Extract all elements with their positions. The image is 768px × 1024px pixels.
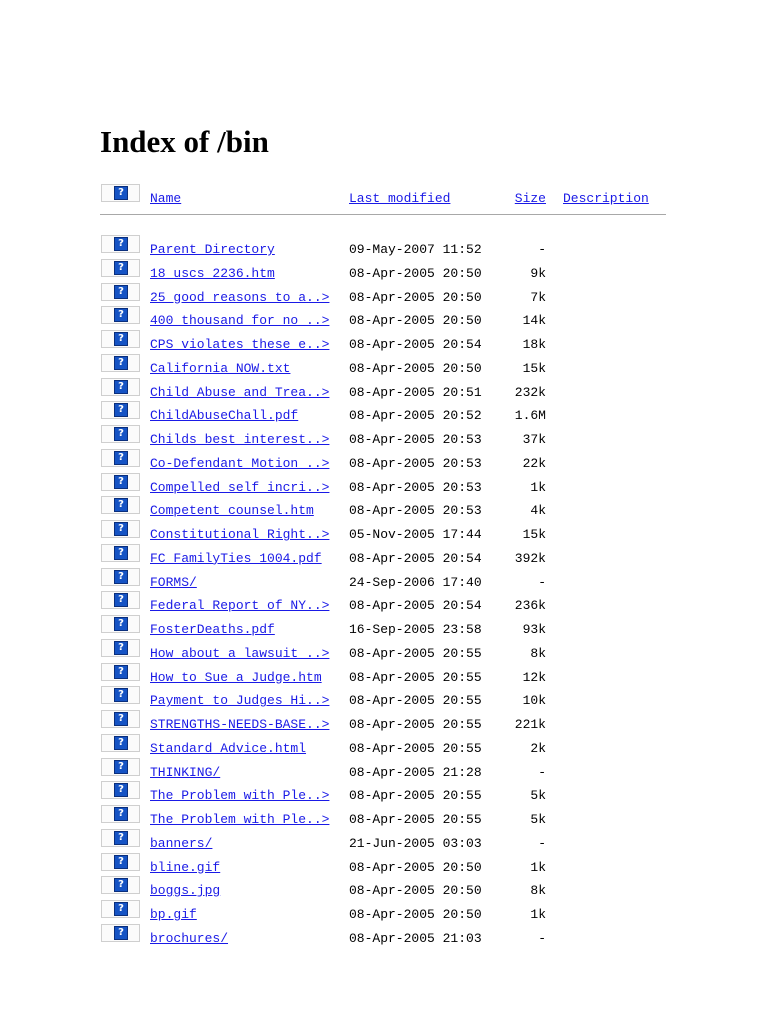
table-row (100, 591, 668, 615)
file-link[interactable]: The_Problem_with_Ple..> (150, 812, 330, 827)
unknown-file-icon: ? (114, 878, 128, 892)
last-modified-value: 08-Apr-2005 20:55 (349, 812, 482, 827)
unknown-file-icon: ? (114, 665, 128, 679)
file-link[interactable]: brochures/ (150, 930, 229, 946)
table-row (100, 805, 668, 829)
file-icon-box (101, 924, 140, 942)
file-icon-box (101, 876, 140, 894)
last-modified-value: 08-Apr-2005 20:55 (349, 669, 482, 685)
file-icon-box (101, 615, 140, 633)
last-modified-value: 08-Apr-2005 20:55 (349, 693, 482, 709)
file-list (100, 235, 668, 948)
table-row (100, 283, 668, 307)
table-row (100, 615, 668, 639)
unknown-file-icon: ? (114, 451, 128, 465)
file-icon-box (101, 900, 140, 918)
sort-by-name-link[interactable]: Name (150, 191, 182, 206)
unknown-file-icon: ? (114, 522, 128, 536)
size-value: 9k (530, 265, 546, 281)
table-row (100, 686, 668, 710)
table-row (100, 876, 668, 900)
file-link[interactable]: Co-Defendant Motion ..> (150, 455, 330, 471)
size-value: - (538, 242, 546, 257)
file-icon-box (101, 496, 140, 514)
size-value: 14k (522, 313, 546, 329)
unknown-file-icon: ? (114, 760, 128, 774)
last-modified-value: 08-Apr-2005 20:55 (349, 717, 482, 732)
file-icon-box (101, 283, 140, 301)
file-link[interactable]: ChildAbuseChall.pdf (150, 408, 299, 424)
unknown-file-icon: ? (114, 902, 128, 916)
size-value: 8k (530, 883, 546, 899)
table-row (100, 378, 668, 402)
file-icon-box (101, 330, 140, 348)
file-link[interactable]: banners/ (150, 835, 213, 851)
unknown-file-icon: ? (114, 617, 128, 631)
size-value: 236k (514, 598, 546, 614)
last-modified-value: 16-Sep-2005 23:58 (349, 622, 482, 637)
file-icon-box (101, 829, 140, 847)
file-icon-box (101, 449, 140, 467)
file-link[interactable]: FORMS/ (150, 574, 197, 590)
unknown-file-icon: ? (114, 475, 128, 489)
table-row (100, 829, 668, 853)
table-row (100, 734, 668, 758)
file-icon-box (101, 259, 140, 277)
table-row (100, 354, 668, 378)
size-value: 12k (522, 669, 546, 685)
file-icon-box (101, 663, 140, 681)
file-icon-box (101, 591, 140, 609)
table-row (100, 781, 668, 805)
unknown-file-icon: ? (114, 308, 128, 322)
last-modified-value: 08-Apr-2005 20:51 (349, 384, 482, 400)
header-divider (100, 214, 666, 215)
unknown-file-icon: ? (114, 712, 128, 726)
last-modified-value: 08-Apr-2005 20:55 (349, 645, 482, 661)
file-link[interactable]: 25_good_reasons_to_a..> (150, 289, 330, 305)
unknown-file-icon: ? (114, 641, 128, 655)
last-modified-value: 08-Apr-2005 20:53 (349, 479, 482, 495)
size-value: - (538, 835, 546, 851)
file-icon-box (101, 710, 140, 728)
size-value: 5k (530, 788, 546, 804)
file-link[interactable]: How about a lawsuit ..> (150, 645, 330, 661)
table-row (100, 306, 668, 330)
table-row (100, 639, 668, 663)
last-modified-value: 09-May-2007 11:52 (349, 242, 482, 257)
last-modified-value: 05-Nov-2005 17:44 (349, 527, 482, 542)
last-modified-value: 08-Apr-2005 20:53 (349, 503, 482, 519)
table-row (100, 330, 668, 354)
unknown-file-icon: ? (114, 356, 128, 370)
last-modified-value: 08-Apr-2005 20:55 (349, 788, 482, 804)
unknown-file-icon: ? (114, 498, 128, 512)
last-modified-value: 08-Apr-2005 20:50 (349, 313, 482, 329)
directory-listing (100, 184, 668, 948)
size-value: 1.6M (514, 408, 546, 424)
table-row (100, 900, 668, 924)
file-icon-box (101, 639, 140, 657)
size-value: 18k (522, 337, 546, 352)
size-value: 1k (530, 479, 546, 495)
unknown-file-icon: ? (114, 783, 128, 797)
last-modified-value: 24-Sep-2006 17:40 (349, 574, 482, 590)
last-modified-value: 08-Apr-2005 20:50 (349, 883, 482, 899)
file-link[interactable]: The Problem with Ple..> (150, 788, 330, 804)
table-row (100, 663, 668, 687)
table-row (100, 401, 668, 425)
file-icon-box (101, 235, 140, 253)
file-link[interactable]: Compelled_self_incri..> (150, 479, 330, 495)
file-link[interactable]: STRENGTHS-NEEDS-BASE..> (150, 717, 330, 732)
last-modified-value: 08-Apr-2005 20:50 (349, 859, 482, 875)
last-modified-value: 08-Apr-2005 21:28 (349, 764, 482, 780)
unknown-file-icon: ? (114, 546, 128, 560)
unknown-file-icon: ? (114, 380, 128, 394)
file-icon-box (101, 520, 140, 538)
table-row (100, 259, 668, 283)
unknown-file-icon: ? (114, 688, 128, 702)
last-modified-value: 21-Jun-2005 03:03 (349, 835, 482, 851)
unknown-file-icon: ? (114, 285, 128, 299)
table-row (100, 568, 668, 592)
listing-header (100, 184, 668, 208)
sort-by-last-modified-link[interactable]: Last modified (349, 191, 451, 206)
size-value: 1k (530, 907, 546, 922)
file-link[interactable]: Federal Report of NY..> (150, 598, 330, 614)
last-modified-value: 08-Apr-2005 20:53 (349, 455, 482, 471)
unknown-file-icon: ? (114, 926, 128, 940)
unknown-file-icon: ? (114, 855, 128, 869)
table-row (100, 496, 668, 520)
size-value: 2k (530, 740, 546, 756)
unknown-file-icon: ? (114, 736, 128, 750)
size-value: 392k (514, 550, 546, 566)
file-icon-box (101, 805, 140, 823)
file-icon-box (101, 425, 140, 443)
unknown-file-icon: ? (114, 403, 128, 417)
file-link[interactable]: boggs.jpg (150, 883, 221, 899)
table-row (100, 544, 668, 568)
file-icon-box (101, 401, 140, 419)
size-value: 93k (522, 622, 546, 637)
size-value: - (538, 764, 546, 780)
last-modified-value: 08-Apr-2005 20:50 (349, 360, 482, 376)
size-value: 221k (514, 717, 546, 732)
size-value: 7k (530, 289, 546, 305)
unknown-file-icon: ? (114, 807, 128, 821)
file-icon-box (101, 354, 140, 372)
unknown-file-icon: ? (114, 570, 128, 584)
size-value: 22k (522, 455, 546, 471)
header-icon-box (101, 184, 140, 202)
size-value: - (538, 574, 546, 590)
table-row (100, 758, 668, 782)
file-link[interactable]: Payment to Judges Hi..> (150, 693, 330, 709)
table-row (100, 520, 668, 544)
file-icon-box (101, 544, 140, 562)
size-value: 232k (514, 384, 546, 400)
last-modified-value: 08-Apr-2005 20:55 (349, 740, 482, 756)
unknown-file-icon: ? (114, 186, 128, 200)
file-link[interactable]: Parent Directory (150, 242, 275, 257)
file-icon-box (101, 781, 140, 799)
file-link[interactable]: How to Sue a Judge.htm (150, 669, 322, 685)
file-link[interactable]: 18 uscs 2236.htm (150, 265, 275, 281)
file-link[interactable]: bp.gif (150, 907, 197, 922)
file-link[interactable]: Standard Advice.html (150, 740, 307, 756)
table-row (100, 710, 668, 734)
size-value: 15k (522, 527, 546, 542)
size-value: 5k (530, 812, 546, 827)
table-row (100, 449, 668, 473)
file-icon-box (101, 734, 140, 752)
file-link[interactable]: bline.gif (150, 859, 221, 875)
page-title: Index of /bin (100, 124, 269, 159)
last-modified-value: 08-Apr-2005 20:50 (349, 265, 482, 281)
unknown-file-icon: ? (114, 427, 128, 441)
unknown-file-icon: ? (114, 237, 128, 251)
last-modified-value: 08-Apr-2005 20:50 (349, 289, 482, 305)
unknown-file-icon: ? (114, 332, 128, 346)
file-link[interactable]: 400 thousand for no ..> (150, 313, 330, 329)
file-icon-box (101, 378, 140, 396)
file-link[interactable]: Child Abuse and Trea..> (150, 384, 330, 400)
unknown-file-icon: ? (114, 831, 128, 845)
file-link[interactable]: Competent counsel.htm (150, 503, 314, 519)
size-value: 15k (522, 360, 546, 376)
last-modified-value: 08-Apr-2005 21:03 (349, 930, 482, 946)
file-link[interactable]: California NOW.txt (150, 360, 291, 376)
file-link[interactable]: Constitutional_Right..> (150, 527, 330, 542)
unknown-file-icon: ? (114, 593, 128, 607)
file-icon-box (101, 568, 140, 586)
size-value: 8k (530, 645, 546, 661)
sort-by-description-link[interactable]: Description (563, 191, 649, 206)
file-link[interactable]: THINKING/ (150, 764, 221, 780)
file-link[interactable]: FosterDeaths.pdf (150, 622, 275, 637)
file-icon-box (101, 853, 140, 871)
last-modified-value: 08-Apr-2005 20:52 (349, 408, 482, 424)
last-modified-value: 08-Apr-2005 20:54 (349, 337, 482, 352)
file-icon-box (101, 686, 140, 704)
file-link[interactable]: Childs_best_interest..> (150, 432, 330, 447)
table-row (100, 235, 668, 259)
table-row (100, 425, 668, 449)
table-row (100, 473, 668, 497)
size-value: 4k (530, 503, 546, 519)
size-value: 1k (530, 859, 546, 875)
sort-by-size-link[interactable]: Size (514, 191, 546, 206)
file-icon-box (101, 758, 140, 776)
last-modified-value: 08-Apr-2005 20:54 (349, 598, 482, 614)
size-value: - (538, 930, 546, 946)
unknown-file-icon: ? (114, 261, 128, 275)
size-value: 10k (522, 693, 546, 709)
size-value: 37k (522, 432, 546, 447)
last-modified-value: 08-Apr-2005 20:54 (349, 550, 482, 566)
file-link[interactable]: FC FamilyTies 1004.pdf (150, 550, 322, 566)
file-icon-box (101, 473, 140, 491)
last-modified-value: 08-Apr-2005 20:50 (349, 907, 482, 922)
last-modified-value: 08-Apr-2005 20:53 (349, 432, 482, 447)
file-icon-box (101, 306, 140, 324)
table-row (100, 924, 668, 948)
table-row (100, 853, 668, 877)
file-link[interactable]: CPS_violates_these_e..> (150, 337, 330, 352)
